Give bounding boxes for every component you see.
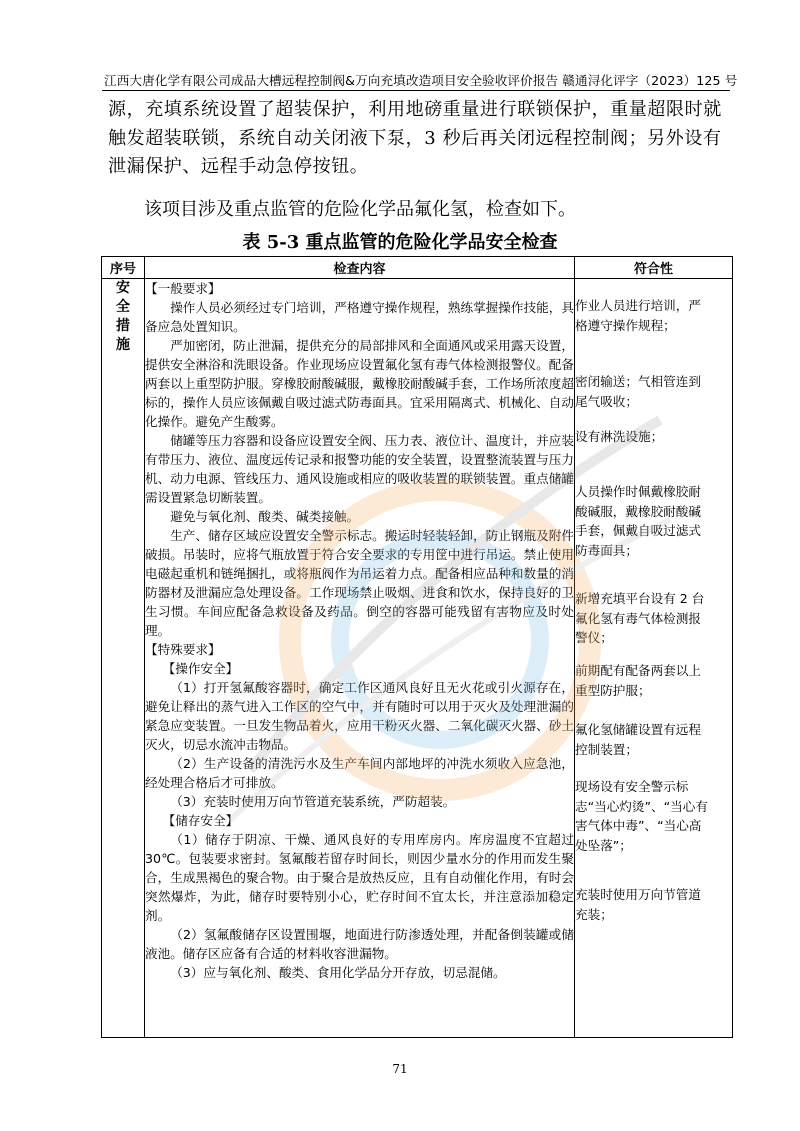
conformity-item: 氟化氢储罐设置有远程控制装置； [575,722,701,757]
intro-line: 源，充填系统设置了超装保护，利用地磅重量进行联锁保护，重量超限时就 [108,99,722,120]
check-item: （3）应与氧化剂、酸类、食用化学品分开存放，切忌混储。 [170,965,506,980]
check-item: （2）氢氟酸储存区设置围堰，地面进行防渗透处理，并配备倒装罐或储液池。储存区应备有合适的材料收容泄漏物。 [145,927,574,961]
conformity-item: 前期配有配备两套以上重型防护服； [575,663,701,698]
table-header-row [102,257,733,279]
conformity-item: 密闭输送；气相管连到尾气吸收； [575,374,701,409]
inspection-table [101,256,733,1038]
conformity-item: 新增充填平台设有 2 台氟化氢有毒气体检测报警仪； [575,591,705,645]
section-heading: 【储存安全】 [162,813,239,828]
row-label: 安全措施 [116,280,130,353]
conformity-item: 设有淋洗设施； [575,429,664,444]
check-content-cell [145,279,575,1038]
check-item: 严加密闭，防止泄漏，提供充分的局部排风和全面通风或采用露天设置，提供安全淋浴和洗眼设备。作业现场应设置氟化氢有毒气体检测报警仪。配备两套以上重型防护服。穿橡胶耐酸碱服，戴橡胶耐酸碱手套，工作场所浓度超标的，操作人员应该佩戴自吸过滤式防毒面具。宜采用隔离式、机械化、自动化操作。避免产生酸雾。 [145,338,574,429]
check-item: 操作人员必须经过专门培训，严格遵守操作规程，熟练掌握操作技能，具备应急处置知识。 [145,300,574,334]
conformity-item: 现场设有安全警示标志“当心灼烫”、“当心有害气体中毒”、“当心高处坠落”； [575,779,708,853]
row-label-cell [102,279,145,1038]
page-number: 71 [392,1062,408,1076]
column-header-seq: 序号 [102,257,145,279]
check-item: （1）储存于阴凉、干燥、通风良好的专用库房内。库房温度不宜超过 30℃。包装要求密封。氢氟酸若留存时间长，则因少量水分的作用而发生聚合，生成黑褐色的聚合物。由于聚合是放热反应，且有自动催化作用，有时会突然爆炸，为此，储存时要特别小心，贮存时间不宜太长，并注意添加稳定剂。 [145,832,574,923]
section-heading: 【特殊要求】 [145,642,221,657]
summary-paragraph: 该项目涉及重点监管的危险化学品氟化氢，检查如下。 [144,199,576,220]
check-content-list [145,279,574,982]
section-heading: 【一般要求】 [145,281,221,296]
column-header-content: 检查内容 [145,257,575,279]
intro-paragraph [108,96,730,182]
running-header: 江西大唐化学有限公司成品大槽远程控制阀&万向充填改造项目安全验收评价报告 赣通浔化评字（2023）125 号 [104,73,738,88]
conformity-cell [575,279,733,1038]
conformity-item: 人员操作时佩戴橡胶耐酸碱服，戴橡胶耐酸碱手套，佩戴自吸过滤式防毒面具； [575,484,701,558]
intro-line: 泄漏保护、远程手动急停按钮。 [108,156,369,177]
conformity-list [575,279,732,1037]
table-row [102,279,733,1038]
conformity-item: 作业人员进行培训，严格遵守操作规程； [575,298,701,333]
check-item: 生产、储存区域应设置安全警示标志。搬运时轻装轻卸，防止钢瓶及附件破损。吊装时，应将气瓶放置于符合安全要求的专用筐中进行吊运。禁止使用电磁起重机和链绳捆扎，或将瓶阀作为吊运着力点。配备相应品种和数量的消防器材及泄漏应急处理设备。工作现场禁止吸烟、进食和饮水，保持良好的卫生习惯。车间应配备急救设备及药品。倒空的容器可能残留有害物应及时处理。 [145,528,574,638]
check-item: （1）打开氢氟酸容器时，确定工作区通风良好且无火花或引火源存在，避免让释出的蒸气进入工作区的空气中，并有随时可以用于灭火及处理泄漏的紧急应变装置。一旦发生物品着火，应用干粉灭火器、二氧化碳灭火器、砂土灭火，切忌水流冲击物品。 [145,680,574,752]
section-heading: 【操作安全】 [162,661,239,676]
conformity-item: 充装时使用万向节管道充装； [575,887,701,922]
check-item: 储罐等压力容器和设备应设置安全阀、压力表、液位计、温度计，并应装有带压力、液位、温度远传记录和报警功能的安全装置，设置整流装置与压力机、动力电源、管线压力、通风设施或相应的吸收装置的联锁装置。重点储罐需设置紧急切断装置。 [145,433,574,505]
check-item: （2）生产设备的清洗污水及生产车间内部地坪的冲洗水须收入应急池，经处理合格后才可排放。 [145,756,574,790]
check-item: 避免与氧化剂、酸类、碱类接触。 [170,509,360,524]
column-header-conformity: 符合性 [575,257,733,279]
check-item: （3）充装时使用万向节管道充装系统，严防超装。 [170,794,456,809]
intro-line: 触发超装联锁，系统自动关闭液下泵，3 秒后再关闭远程控制阀；另外设有 [108,127,722,149]
header-rule [102,90,730,91]
table-title: 表 5-3 重点监管的危险化学品安全检查 [242,232,558,253]
